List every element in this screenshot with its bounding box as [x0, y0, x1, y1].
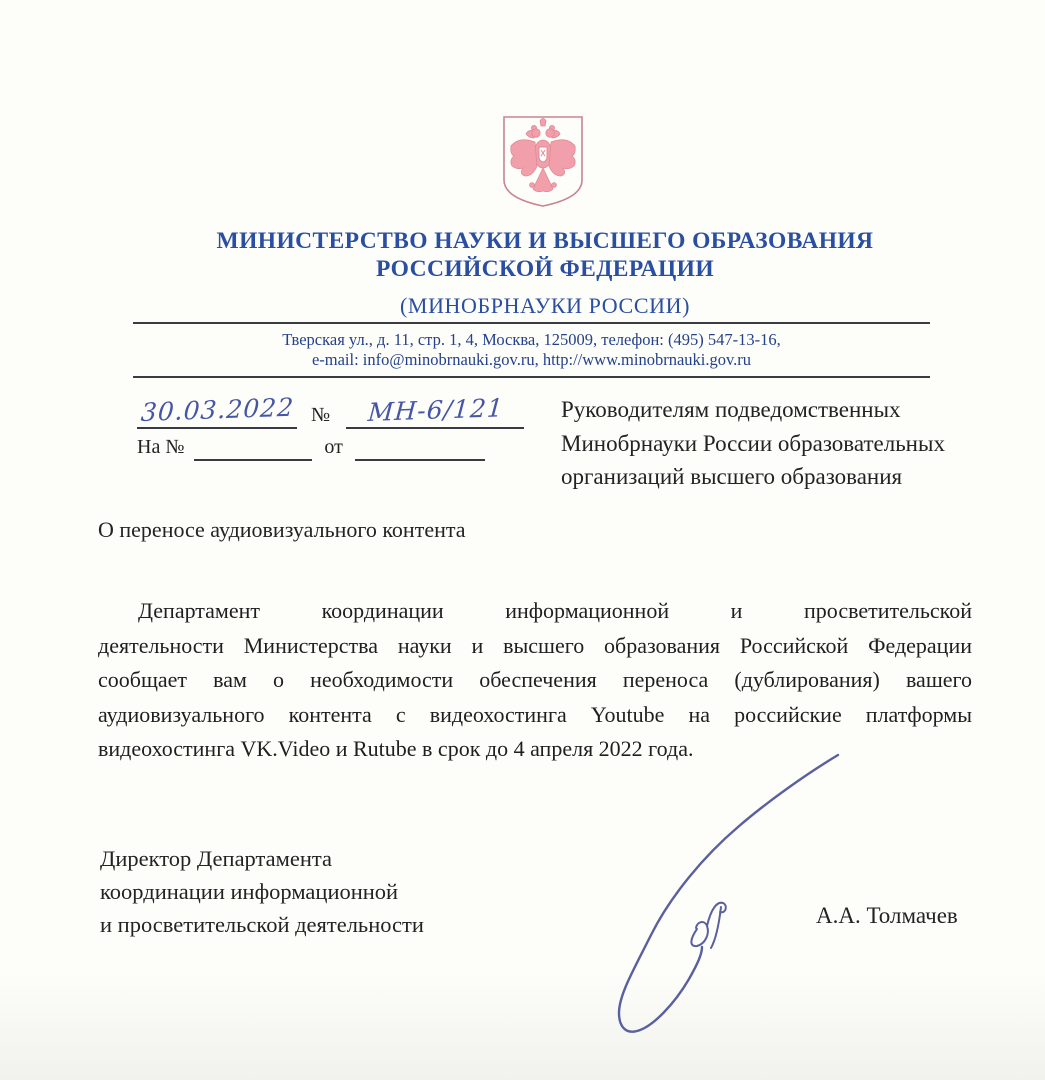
- text-line: координации информационной: [100, 879, 399, 904]
- text-line: сообщает вам о необходимости обеспечения переноса (дублирования) вашего: [98, 667, 972, 692]
- ministry-name-line1: МИНИСТЕРСТВО НАУКИ И ВЫСШЕГО ОБРАЗОВАНИЯ: [216, 228, 874, 254]
- ministry-name-line2: РОССИЙСКОЙ ФЕДЕРАЦИИ: [376, 256, 714, 282]
- letterhead-address-block: [133, 322, 930, 378]
- number-field: [346, 393, 524, 429]
- text-line: аудиовизуального контента с видеохостинга Youtube на российские платформы: [98, 701, 972, 727]
- address-line: Тверская ул., д. 11, стр. 1, 4, Москва, 125009, телефон: (495) 547-13-16,: [282, 330, 781, 349]
- signatory-position-block: [100, 842, 424, 941]
- from-label: от: [324, 436, 343, 458]
- text-line: Минобрнауки России образовательных: [561, 430, 945, 456]
- letterhead-title: [72, 227, 1018, 320]
- russian-coat-of-arms-icon: [499, 112, 587, 210]
- contact-line: e-mail: info@minobrnauki.gov.ru, http://www.minobrnauki.gov.ru: [311, 349, 752, 369]
- on-number-field: [194, 459, 312, 461]
- text-line: деятельности Министерства науки и высшего образования Российской Федерации: [98, 632, 972, 658]
- body-paragraph: [98, 594, 972, 767]
- reference-block: [137, 392, 527, 461]
- text-line: видеохостинга VK.Video и Rutube в срок до 4 апреля 2022 года.: [98, 736, 694, 761]
- text-line: Директор Департамента: [100, 846, 332, 871]
- text-line: Руководителям подведомственных: [561, 397, 901, 422]
- handwritten-date: 30.03.2022: [140, 392, 296, 427]
- recipient-block: [561, 393, 1006, 494]
- ministry-short-name: (МИНОБРНАУКИ РОССИИ): [399, 293, 690, 318]
- handwritten-signature-icon: [593, 743, 845, 1073]
- date-field: [137, 392, 297, 429]
- reply-reference-row: [137, 431, 527, 461]
- handwritten-number: МН-6/121: [367, 393, 505, 427]
- date-number-row: [137, 392, 527, 429]
- text-line: Департамент координации информационной и просветительской: [138, 598, 972, 623]
- signatory-name: А.А. Толмачев: [816, 903, 958, 928]
- subject-line: О переносе аудиовизуального контента: [98, 517, 466, 542]
- from-date-field: [355, 459, 485, 461]
- number-sign: №: [311, 404, 331, 426]
- text-line: организаций высшего образования: [561, 464, 903, 489]
- text-line: и просветительской деятельности: [100, 912, 424, 937]
- on-number-label: На №: [137, 436, 185, 458]
